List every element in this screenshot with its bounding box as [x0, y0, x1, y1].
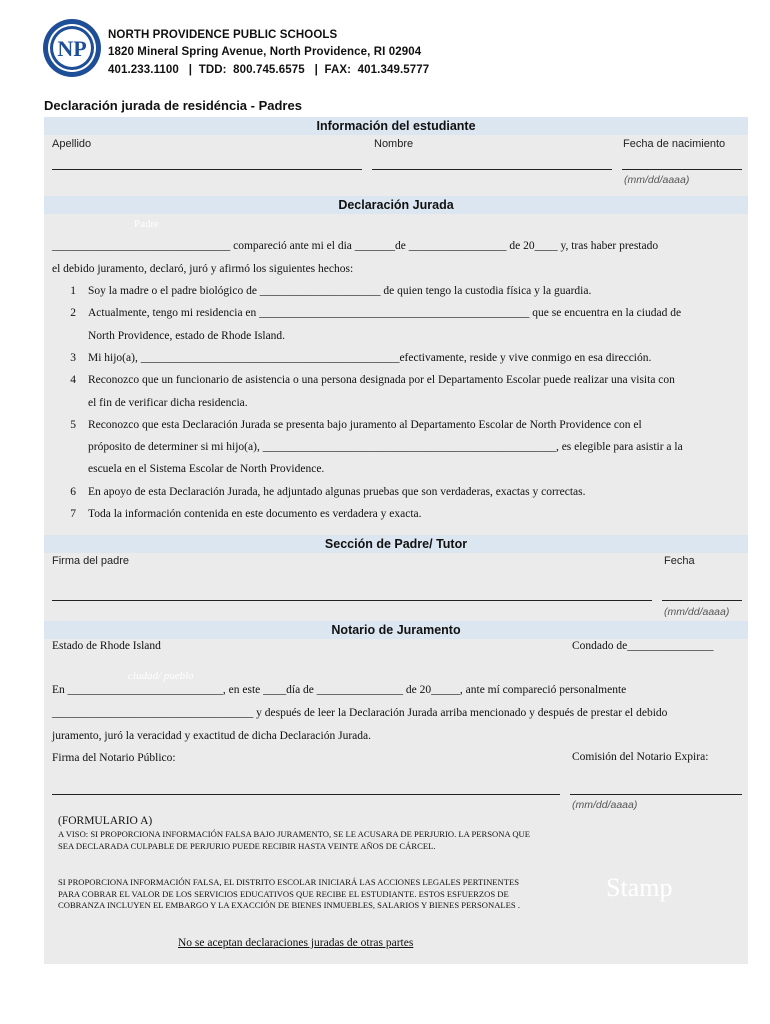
first-name-label: Nombre — [374, 138, 414, 150]
parent-date-label: Fecha — [664, 555, 695, 567]
notary-signature-label: Firma del Notario Público: — [52, 752, 176, 764]
logo-letters: NP — [57, 36, 87, 61]
affidavit-heading: Declaración Jurada — [44, 196, 748, 214]
item-text-line: En apoyo de esta Declaración Jurada, he adjuntado algunas pruebas que son verdaderas, exactas y correctas. — [88, 485, 586, 498]
item-text-line: próposito de determiner si mi hijo(a), ___________________________________________________, es elegible para asistir a la — [88, 441, 683, 454]
notary-line2: ___________________________________ y después de leer la Declaración Jurada arriba mencionado y después de prestar el debido — [52, 707, 668, 719]
footer-note: No se aceptan declaraciones juradas de otras partes — [178, 937, 414, 949]
parent-section-heading: Sección de Padre/ Tutor — [44, 535, 748, 553]
school-contact: 401.233.1100 | TDD: 800.745.6575 | FAX: 401.349.5777 — [108, 64, 430, 76]
item-text-line: North Providence, estado de Rhode Island. — [88, 329, 286, 342]
notary-heading: Notario de Juramento — [44, 621, 748, 639]
stamp-area: Stamp — [606, 873, 673, 902]
parent-date-hint: (mm/dd/aaaa) — [664, 606, 730, 618]
item-number: 5 — [70, 418, 76, 431]
notary-commission-label: Comisión del Notario Expira: — [572, 751, 709, 763]
item-text-line: Soy la madre o el padre biológico de _____________________ de quien tengo la custodia física y la guardia. — [88, 285, 592, 297]
item-number: 2 — [70, 307, 76, 320]
city-ghost-label: ciudad/ pueblo — [128, 670, 194, 682]
last-name-field[interactable] — [52, 169, 362, 170]
student-section-heading: Información del estudiante — [44, 117, 748, 135]
form-label: (FORMULARIO A) — [58, 815, 153, 827]
school-address: 1820 Mineral Spring Avenue, North Providence, RI 02904 — [108, 46, 422, 58]
school-name: NORTH PROVIDENCE PUBLIC SCHOOLS — [108, 29, 338, 41]
notary-line3: juramento, juró la veracidad y exactitud de dicha Declaración Jurada. — [52, 730, 371, 742]
first-name-field[interactable] — [372, 169, 612, 170]
parent-signature-field[interactable] — [52, 600, 652, 601]
item-text-line: Actualmente, tengo mi residencia en _______________________________________________ que se encuentra en la ciudad de — [88, 307, 682, 320]
item-text-line: el fin de verificar dicha residencia. — [88, 396, 248, 409]
item-number: 4 — [70, 374, 76, 387]
legal-action-warning: SI PROPORCIONA INFORMACIÓN FALSA, EL DISTRITO ESCOLAR INICIARÁ LAS ACCIONES LEGALES PERTINENTES PARA COBRAR EL VALOR DE LOS SERVICIOS EDUCATIVOS QUE RECIBE EL ESTUDIANTE. ESTOS ESFUERZOS DE COBRANZA INCLUYEN EL EMBARGO Y LA EXACCIÓN DE BIENES INMUEBLES, SALARIOS Y BIENES PERSONALES . — [58, 877, 521, 910]
item-text-line: escuela en el Sistema Escolar de North Providence. — [88, 463, 325, 476]
item-number: 6 — [70, 485, 76, 498]
perjury-warning: A VISO: SI PROPORCIONA INFORMACIÓN FALSA BAJO JURAMENTO, SE LE ACUSARA DE PERJURIO. LA PERSONA QUE SEA DECLARADA CULPABLE DE PERJURIO PUEDE RECIBIR HASTA VEINTE AÑOS DE CÁRCEL. — [58, 829, 531, 851]
parent-date-field[interactable] — [662, 600, 742, 601]
item-text-line: Mi hijo(a), _____________________________________________efectivamente, reside y vive conmigo en esa dirección. — [88, 351, 652, 364]
document-title: Declaración jurada de residéncia - Padres — [44, 98, 302, 113]
item-number: 1 — [70, 285, 76, 297]
item-text-line: Reconozco que esta Declaración Jurada se presenta bajo juramento al Departamento Escolar de North Providence con el — [88, 418, 642, 431]
parent-ghost-label: Padre — [134, 218, 160, 230]
item-text-line: Reconozco que un funcionario de asistencia o una persona designada por el Departamento Escolar puede realizar una visita con — [88, 374, 675, 387]
notary-date-hint: (mm/dd/aaaa) — [572, 799, 638, 811]
notary-line1: En ___________________________, en este ____día de _______________ de 20_____, ante mí compareció personalmente — [52, 684, 627, 696]
item-text-line: Toda la información contenida en este documento es verdadera y exacta. — [88, 508, 422, 520]
notary-commission-field[interactable] — [570, 794, 742, 795]
notary-state-label: Estado de Rhode Island — [52, 640, 161, 652]
notary-county-label: Condado de_______________ — [572, 640, 714, 652]
last-name-label: Apellido — [52, 138, 92, 150]
affidavit-intro-line1: _______________________________ compareció ante mi el dia _______de _________________ de 20____ y, tras haber prestado — [52, 240, 659, 252]
dob-hint: (mm/dd/aaaa) — [624, 174, 690, 186]
item-number: 3 — [70, 351, 76, 364]
parent-signature-label: Firma del padre — [52, 555, 130, 567]
notary-signature-field[interactable] — [52, 794, 560, 795]
dob-field[interactable] — [622, 169, 742, 170]
dob-label: Fecha de nacimiento — [623, 138, 726, 150]
school-logo — [42, 18, 102, 78]
affidavit-intro-line2: el debido juramento, declaró, juró y afirmó los siguientes hechos: — [52, 263, 354, 275]
item-number: 7 — [70, 508, 76, 520]
